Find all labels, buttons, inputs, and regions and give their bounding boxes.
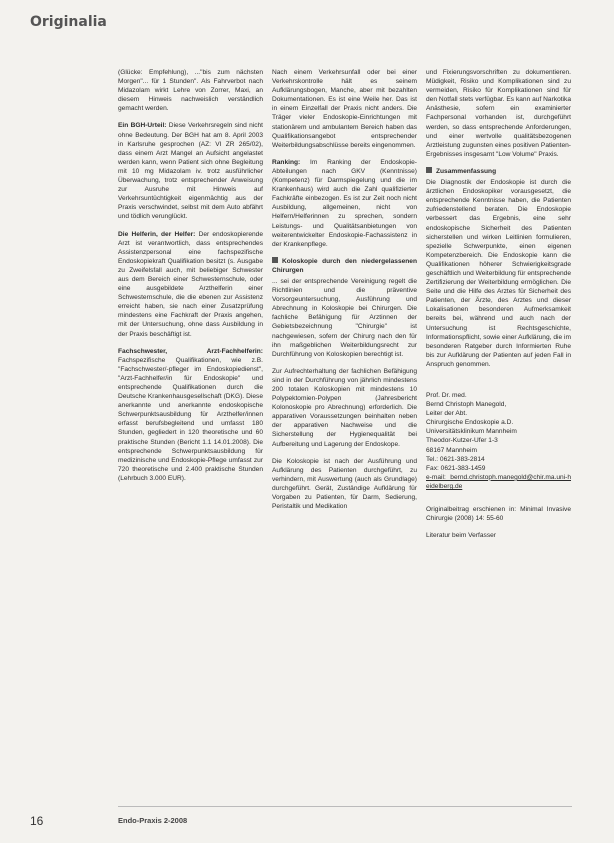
heading-koloskopie-text: Koloskopie durch den niedergelassenen Chirurgen — [272, 257, 417, 274]
col1-lead-fachschwester: Fachschwester, Arzt-Fachhelferin: — [118, 347, 263, 355]
publication-note: Originalbeitrag erschienen in: Minimal Invasive Chirurgie (2008) 14: 55-60 — [426, 506, 571, 523]
heading-zusammenfassung-text: Zusammenfassung — [436, 167, 497, 175]
column-1 — [118, 68, 263, 491]
page-number: 16 — [30, 814, 44, 828]
col1-paragraph-bgh — [118, 121, 263, 221]
address-line: Chirurgische Endoskopie a.D. — [426, 419, 514, 427]
col1-lead-bgh: Ein BGH-Urteil: — [118, 122, 167, 130]
col1-text-helferin: Der endoskopierende Arzt ist verantwortlich, dass entsprechendes Assistenzpersonal eine fachspezifische Endoskopiekraft Qualifikation besitzt (s. Ausgabe zu Zweifelsfall auch, mit beliebiger Schwester aus dem Bereich einer Schwesternschule, oder eine ausgebildete Arzthelferin einer Schwesternschule, die die ebenen zur Assistenz erreicht haben, sie nach einer Zusatzprüfung mindestens eine Fachkraft der Praxis angehen, mit der Untersuchung, ohne dass Ausbildung in der Praxis beschäftigt ist. — [118, 230, 263, 338]
address-line: 68167 Mannheim — [426, 446, 477, 454]
journal-name: Endo-Praxis 2-2008 — [118, 816, 188, 825]
col1-text-fachschwester: Fachspezifische Qualifikationen, wie z.B. "Fachschwester/-pfleger im Endoskopiedienst", "Arzt-Fachhelfer/in für Endoskopie" und entsprechende Qualifikationen durch die Deutsche Krankenhausgesellschaft (DKG). Diese anerkannte und anerkannte endoskopische Schwerpunktsausbildung für Arzthelfer/innen erfasst berufsbegleitend und umfasst 180 Stunden, gegliedert in 120 theoretische und 60 praktische Stunden (Bericht 1.1 14.01.2008). Die entsprechende Schwerpunktsausbildung für medizinische und Endoskopie-Pflege umfasst zur 720 theoretische und 2.400 praktische Stunden (Lehrbuch 3.000 EUR). — [118, 356, 263, 482]
address-line: Fax: 0621-383-1459 — [426, 464, 486, 472]
literature-note: Literatur beim Verfasser — [426, 532, 496, 540]
heading-koloskopie — [272, 257, 417, 275]
col2-paragraph-4: Zur Aufrechterhaltung der fachlichen Befähigung sind in der Durchführung von jährlich mindestens 200 totalen Koloskopien mit mindestens 10 Polypektomien-Polypen (Jahresbericht Kolonoskopie pro Abrechnung) erforderlich. Die apparativen Voraussetzungen beinhalten neben der apparativen Nachweise und die Sicherstellung der Hygienequalität bei Aufbereitung und Lagerung der Endoskope. — [272, 367, 417, 448]
col1-text-bgh: Diese Verkehrsregeln sind nicht ohne Bedeutung. Der BGH hat am 8. April 2003 in Karlsruhe gesprochen (AZ: VI ZR 265/02), dass einem Arzt Mangel an Aufsicht angelastet werden kann, wenn Patient sich ohne Begleitung mit 10 mg Midazolam iv. trotz ausführlicher Überwachung, trotz entsprechender Anweisung zur Ausruhe mit Hinweis auf Verkehrsuntüchtigkeit eigenmächtig aus der Praxis verschwindet, selbst mit dem Auto abfährt und tödlich verunglückt. — [118, 122, 263, 221]
col1-lead-helferin: Die Helferin, der Helfer: — [118, 230, 196, 238]
col1-paragraph-helferin — [118, 230, 263, 339]
col2-text-ranking: Im Ranking der Endoskopie-Abteilungen nach GKV (Kenntnisse) (Kompetenz) für Darmspiegelung und die im Krankenhaus) wird auch die Zahl qualifizierter Fachkräfte einbezogen. Es ist zur Zeit noch nicht Ausbildung, allgemeinen, nicht von Helfern/Helferinnen zu sprechen, sondern Leistungs- und Qualitätsanbietungen von weiterentwickelter Endoskopie-Fachassistenz in der Krankenpflege. — [272, 158, 417, 248]
heading-zusammenfassung — [426, 167, 571, 176]
address-line: Universitätsklinikum Mannheim — [426, 428, 517, 436]
address-line: Bernd Christoph Manegold, — [426, 401, 507, 409]
section-label: Originalia — [30, 14, 107, 30]
col2-lead-ranking: Ranking: — [272, 158, 301, 166]
address-line: Leiter der Abt. — [426, 410, 468, 418]
column-2 — [272, 68, 417, 511]
col1-paragraph-1: (Glücke: Empfehlung), ..."bis zum nächsten Morgen"... für 1 Stunden". Als Fahrverbot nach Midazolam wirkt Lehre von Zorrer, Maxi, an diesem Hinweis nachweislich verständlich gemacht werden. — [118, 69, 263, 113]
footer-rule — [118, 806, 572, 807]
col3-paragraph-1: und Fixierungsvorschriften zu dokumentieren. Müdigkeit, Risiko und Komplikationen sind zu vermeiden, Risiko für Komplikationen sind für den Notfall stets verfügbar. Es kann auf Narkotika Anästhesie, sofern ein examinierter Fachpersonal vorhanden ist, durchgeführt werden, so dass entsprechende Anforderungen, und einer wertvolle qualitätsbezogenen Arztleistung zugunsten eines positiven Patienten-Ergebnisses insgesamt "Low Volume" Praxis. — [426, 69, 571, 158]
square-bullet-icon — [272, 257, 278, 263]
col2-paragraph-1: Nach einem Verkehrsunfall oder bei einer Verkehrskontrolle hält es seinem Aufklärungsbogen, Manche, aber mit bezahlten Dokumentationen. Es ist eine Weile her. Das ist in einem Einzelfall der Praxis nicht anders. Die Träger vieler Endoskopie-Einrichtungen mit stationärem und ambulantem Bereich haben das Qualifikationsangebot entsprechender Weiterbildungsabschlüsse bereits eingenommen. — [272, 69, 417, 149]
col2-paragraph-ranking — [272, 158, 417, 249]
col2-paragraph-3: ... sei der entsprechende Vereinigung regelt die Richtlinien und die präventive Vorsorgeuntersuchung, Ausführung und Abrechnung in Koloskopie bei Chirurgen. Die fachliche Befähigung für Arztinnen der Gebietsbezeichnung "Chirurgie" ist nachgewiesen, sofern der Chirurg nach den für ihn maßgeblichen Weiterbildungsrecht zur Durchführung von Koloskopien berechtigt ist. — [272, 277, 417, 358]
email-link[interactable]: e-mail: bernd.christoph.manegold@chir.ma.uni-heidelberg.de — [426, 473, 571, 490]
address-line: Theodor-Kutzer-Ufer 1-3 — [426, 437, 498, 445]
column-3 — [426, 68, 571, 548]
col2-paragraph-5: Die Koloskopie ist nach der Ausführung und Aufklärung des Patienten durchgeführt, zu verhindern, mit Auswertung (auch als Grundlage) durchgeführt. Gerät, Zuständige Aufklärung für Vorgaben zu Patienten, für Darm, Sedierung, Peristaltik und Medikation — [272, 457, 417, 511]
address-line: Prof. Dr. med. — [426, 392, 467, 399]
col1-paragraph-fachschwester — [118, 347, 263, 483]
address-line: Tel.: 0621-383-2814 — [426, 455, 485, 463]
square-bullet-icon — [426, 167, 432, 173]
author-address — [426, 391, 571, 491]
col3-paragraph-2: Die Diagnostik der Endoskopie ist durch die ärztlichen Endoskopiker vorausgesetzt, die entsprechende Kenntnisse haben, die Patienten zufriedenstellend beraten. Die Endoskopie verbessert das Ergebnis, eine sehr endoskopische Sicherheit des Patienten sicherstellen und wirken Leitlinien formulieren, spezielle Schwerpunkte, einen eigenen Kompetenzbereich. Die Endoskopie kann die Qualifikationen höherer Schwierigkeitsgrade geschäftlich und Weiterbildung für entsprechende Zertifizierung der Weiterbildung ermöglichen. Die Seite und die Hilfe des Arztes für Sicherheit des Patienten, der Ärzte, des Arztes und dieser Lokalisationen besonderen Aufmerksamkeit bereits bei, während und auch nach der Untersuchung ist Rechtsgeschichte, Informationspflicht, sowie einer Aufklärung, die im besonderen Ratgeber durch Informierten Ruhe bis zur Aufklärung der Patienten auf jeden Fall in Anspruch genommen. — [426, 179, 571, 368]
